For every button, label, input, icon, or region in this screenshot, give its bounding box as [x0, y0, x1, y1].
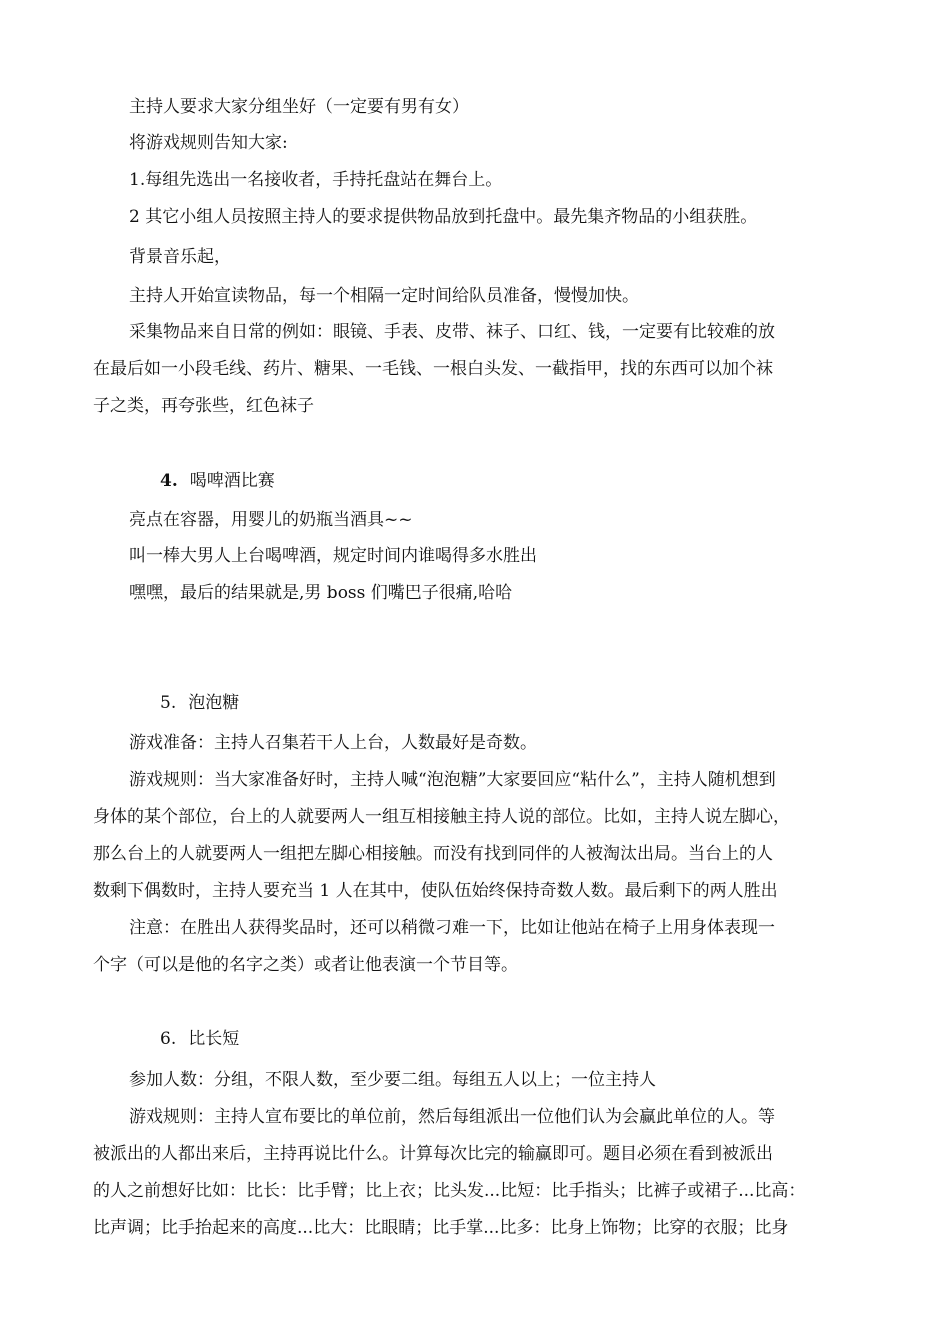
text-line: 被派出的人都出来后，主持再说比什么。计算每次比完的输赢即可。题目必须在看到被派出	[93, 1144, 773, 1164]
text-line: 身体的某个部位，台上的人就要两人一组互相接触主持人说的部位。比如，主持人说左脚心，	[93, 807, 790, 827]
text-line: 游戏规则：主持人宣布要比的单位前，然后每组派出一位他们认为会赢此单位的人。等	[129, 1107, 775, 1127]
text-line: 的人之前想好比如：比长：比手臂；比上衣；比头发...比短：比手指头；比裤子或裙子...比高：	[93, 1181, 806, 1201]
text-line: 叫一棒大男人上台喝啤酒，规定时间内谁喝得多水胜出	[129, 546, 537, 566]
section-title: 喝啤酒比赛	[189, 471, 275, 491]
text-line: 主持人要求大家分组坐好（一定要有男有女）	[129, 97, 469, 117]
section-title: 比长短	[188, 1029, 240, 1049]
text-line: 背景音乐起，	[129, 247, 231, 267]
text-line: 2 其它小组人员按照主持人的要求提供物品放到托盘中。最先集齐物品的小组获胜。	[129, 207, 758, 227]
text-line: 将游戏规则告知大家:	[129, 133, 288, 153]
text-line: 嘿嘿，最后的结果就是,男 boss 们嘴巴子很痛,哈哈	[129, 583, 513, 603]
text-line: 在最后如一小段毛线、药片、糖果、一毛钱、一根白头发、一截指甲，找的东西可以加个袜	[93, 359, 773, 379]
text-line: 注意：在胜出人获得奖品时，还可以稍微刁难一下，比如让他站在椅子上用身体表现一	[129, 918, 775, 938]
section-title: 泡泡糖	[188, 693, 240, 713]
text-line: 亮点在容器，用婴儿的奶瓶当酒具~~	[129, 510, 413, 530]
text-line: 参加人数：分组，不限人数，至少要二组。每组五人以上；一位主持人	[129, 1070, 656, 1090]
section-heading-6	[160, 1027, 239, 1051]
text-line: 子之类，再夸张些，红色袜子	[93, 396, 314, 416]
section-heading-4	[160, 469, 275, 493]
text-line: 游戏规则：当大家准备好时，主持人喊“泡泡糖”大家要回应“粘什么”，主持人随机想到	[129, 770, 776, 790]
text-line: 数剩下偶数时，主持人要充当 1 人在其中，使队伍始终保持奇数人数。最后剩下的两人胜出	[93, 881, 778, 901]
text-line: 1.每组先选出一名接收者，手持托盘站在舞台上。	[129, 170, 503, 190]
text-line: 那么台上的人就要两人一组把左脚心相接触。而没有找到同伴的人被淘汰出局。当台上的人	[93, 844, 773, 864]
text-line: 个字（可以是他的名字之类）或者让他表演一个节目等。	[93, 955, 518, 975]
text-line: 游戏准备：主持人召集若干人上台，人数最好是奇数。	[129, 733, 537, 753]
text-line: 比声调；比手抬起来的高度...比大：比眼睛；比手掌...比多：比身上饰物；比穿的衣服；比身	[93, 1218, 789, 1238]
section-number: 4.	[160, 471, 178, 491]
text-line: 采集物品来自日常的例如：眼镜、手表、皮带、袜子、口红、钱，一定要有比较难的放	[129, 322, 775, 342]
section-number: 5.	[160, 693, 177, 713]
section-heading-5	[160, 691, 239, 715]
text-line: 主持人开始宣读物品，每一个相隔一定时间给队员准备，慢慢加快。	[129, 286, 639, 306]
section-number: 6.	[160, 1029, 177, 1049]
